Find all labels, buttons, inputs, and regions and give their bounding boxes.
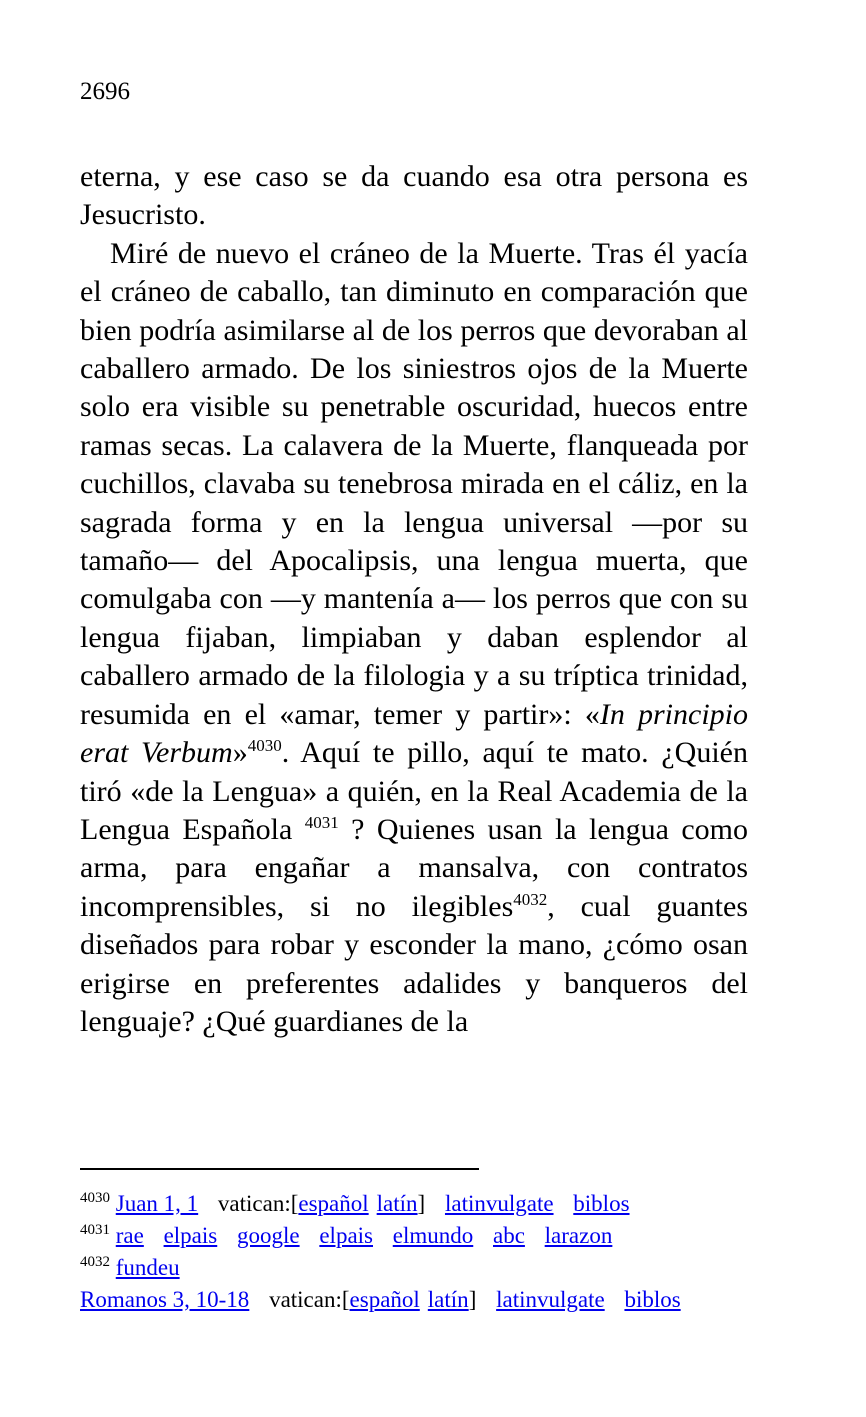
latinvulgate-link[interactable]: latinvulgate <box>444 1191 554 1216</box>
google-link[interactable]: google <box>236 1223 300 1248</box>
vatican-latin-link[interactable]: latín <box>376 1191 418 1216</box>
larazon-link[interactable]: larazon <box>544 1223 613 1248</box>
text-run: . Aquí te pillo, aquí te mato. ¿Quién tiró «de la Lengua» a quién, en la Real Academia de la Lengua Española <box>80 736 748 846</box>
text-run: Miré de nuevo el cráneo de la Muerte. Tras él yacía el cráneo de caballo, tan diminuto en comparación que bien podría asimilarse al de los perros que devoraban al caballero armado. De los siniestros ojos de la Muerte solo era visible su penetrable oscuridad, huecos entre ramas secas. La calavera de la Muerte, flanqueada por cuchillos, clavaba su tenebrosa mirada en el cáliz, en la sagrada forma y en la lengua universal —por su tamaño— del Apocalipsis, una lengua muerta, que comulgaba con —y mantenía a— los perros que con su lengua fijaban, limpiaban y daban esplendor al caballero armado de la filologia y a su tríptica trinidad, resumida en el «amar, temer y partir»: « <box>80 236 748 731</box>
main-text <box>80 158 748 1041</box>
footnote-number: 4031 <box>80 1222 110 1238</box>
elpais-link[interactable]: elpais <box>319 1223 373 1248</box>
footnote-4032 <box>80 1252 780 1284</box>
vatican-espanol-link[interactable]: español <box>349 1287 420 1312</box>
footnote-ref[interactable]: 4031 <box>304 812 339 832</box>
footnote-romanos <box>80 1284 780 1316</box>
vatican-suffix: ] <box>468 1287 477 1312</box>
paragraph <box>80 235 748 1042</box>
latinvulgate-link[interactable]: latinvulgate <box>496 1287 605 1312</box>
text-run: » <box>232 736 248 770</box>
paragraph: eterna, y ese caso se da cuando esa otra persona es Jesucristo. <box>80 160 748 232</box>
footnote-4031 <box>80 1220 780 1252</box>
vatican-prefix: vatican:[ <box>217 1191 299 1216</box>
footnote-divider <box>80 1168 479 1170</box>
vatican-prefix: vatican:[ <box>269 1287 350 1312</box>
text-run: ? Quienes usan la lengua como arma, para engañar a mansalva, con contratos incomprensibles, si no ilegibles <box>80 812 749 923</box>
abc-link[interactable]: abc <box>493 1223 525 1248</box>
footnote-ref[interactable]: 4032 <box>513 889 548 909</box>
elpais-link[interactable]: elpais <box>163 1223 218 1248</box>
footnote-ref[interactable]: 4030 <box>247 736 282 756</box>
footnote-number: 4032 <box>80 1254 110 1270</box>
footnote-4030 <box>80 1188 780 1220</box>
vatican-latin-link[interactable]: latín <box>427 1287 469 1312</box>
rae-link[interactable]: rae <box>115 1223 144 1248</box>
text-run: , cual guantes diseñados para robar y esconder la mano, ¿cómo osan erigirse en preferentes adalides y banqueros del lenguaje? ¿Qué guardianes de la <box>80 889 749 1038</box>
bible-ref-link[interactable]: Romanos 3, 10-18 <box>80 1287 250 1312</box>
biblos-link[interactable]: biblos <box>624 1287 681 1312</box>
fundeu-link[interactable]: fundeu <box>115 1255 180 1280</box>
footnotes <box>80 1188 780 1316</box>
footnote-number: 4030 <box>80 1190 110 1206</box>
biblos-link[interactable]: biblos <box>573 1191 630 1216</box>
elmundo-link[interactable]: elmundo <box>392 1223 474 1248</box>
bible-ref-link[interactable]: Juan 1, 1 <box>115 1191 199 1216</box>
latin-quote: In principio erat Verbum <box>80 697 748 770</box>
page-number: 2696 <box>80 78 130 105</box>
vatican-espanol-link[interactable]: español <box>298 1191 369 1216</box>
vatican-suffix: ] <box>417 1191 426 1216</box>
